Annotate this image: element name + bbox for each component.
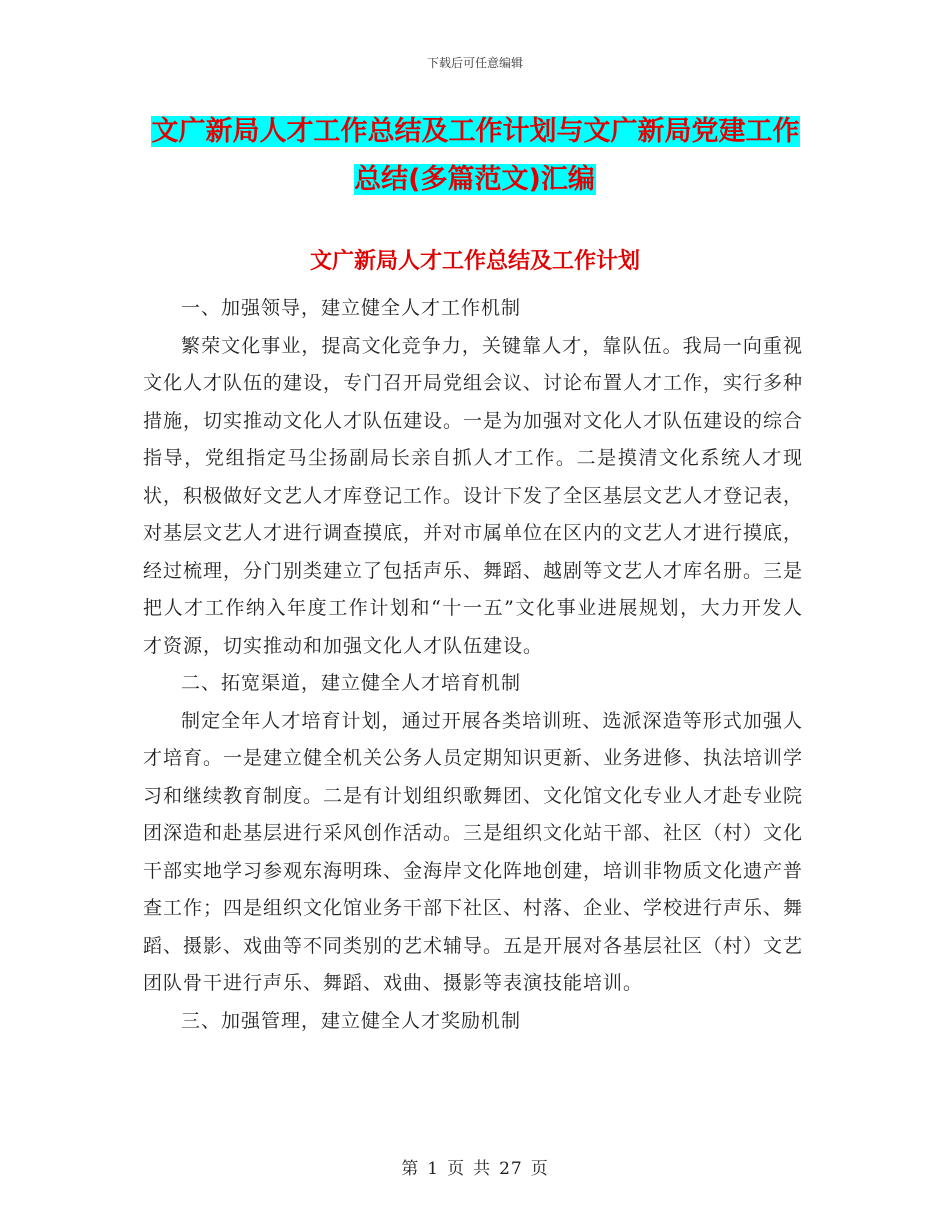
paragraph-1: 繁荣文化事业，提高文化竞争力，关键靠人才，靠队伍。我局一向重视文化人才队伍的建设，专门召开局党组会议、讨论布置人才工作，实行多种措施，切实推动文化人才队伍建设。一是为加强对文化人才队伍建设的综合指导，党组指定马尘扬副局长亲自抓人才工作。二是摸清文化系统人才现状，积极做好文艺人才库登记工作。设计下发了全区基层文艺人才登记表，对基层文艺人才进行调查摸底，并对市属单位在区内的文艺人才进行摸底，经过梳理，分门别类建立了包括声乐、舞蹈、越剧等文艺人才库名册。三是把人才工作纳入年度工作计划和“十一五”文化事业进展规划，大力开发人才资源，切实推动和加强文化人才队伍建设。 [143, 334, 804, 657]
page-footer [0, 1154, 950, 1179]
total-pages: 27 [499, 1159, 523, 1179]
heading-1: 一、加强领导，建立健全人才工作机制 [181, 297, 522, 319]
document-title [140, 108, 810, 204]
paragraph-2: 制定全年人才培育计划，通过开展各类培训班、选派深造等形式加强人才培育。一是建立健全机关公务人员定期知识更新、业务进修、执法培训学习和继续教育制度。二是有计划组织歌舞团、文化馆文化专业人才赴专业院团深造和赴基层进行采风创作活动。三是组织文化站干部、社区（村）文化干部实地学习参观东海明珠、金海岸文化阵地创建，培训非物质文化遗产普查工作；四是组织文化馆业务干部下社区、村落、企业、学校进行声乐、舞蹈、摄影、戏曲等不同类别的艺术辅导。五是开展对各基层社区（村）文艺团队骨干进行声乐、舞蹈、戏曲、摄影等表演技能培训。 [143, 709, 804, 994]
footer-suffix: 页 [530, 1159, 549, 1179]
page-number: 1 [427, 1159, 440, 1179]
heading-3: 三、加强管理，建立健全人才奖励机制 [181, 1009, 522, 1032]
document-title-text: 文广新局人才工作总结及工作计划与文广新局党建工作总结(多篇范文)汇编 [151, 116, 800, 195]
section-title: 文广新局人才工作总结及工作计划 [309, 249, 640, 274]
header-note: 下载后可任意编辑 [426, 56, 523, 70]
footer-mid: 页 [447, 1159, 466, 1179]
footer-total-prefix: 共 [473, 1159, 492, 1179]
heading-2: 二、拓宽渠道，建立健全人才培育机制 [181, 672, 522, 694]
footer-prefix: 第 [401, 1159, 420, 1179]
document-body [143, 290, 803, 1040]
